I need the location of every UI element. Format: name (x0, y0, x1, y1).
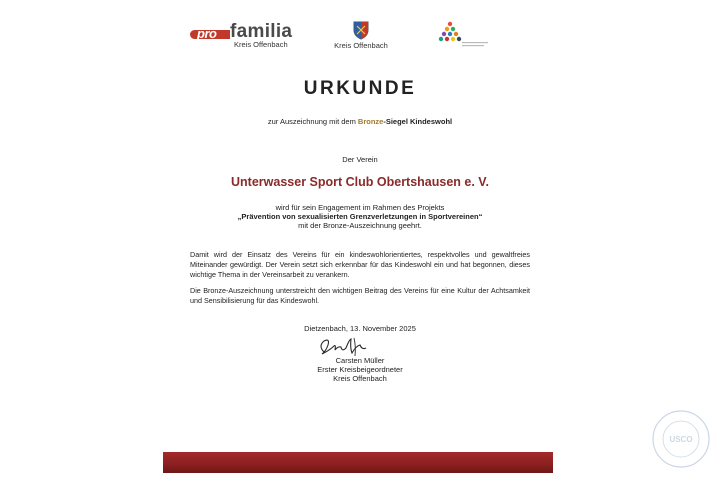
project-name: „Prävention von sexualisierten Grenzverletzungen in Sportvereinen“ (237, 212, 483, 221)
engagement-line: wird für sein Engagement im Rahmen des Projekts (275, 203, 445, 212)
award-line (0, 117, 720, 126)
kreis-offenbach-logo (330, 20, 392, 52)
award-bronze: Bronze (357, 117, 384, 126)
club-name: Unterwasser Sport Club Obertshausen e. V. (231, 175, 489, 189)
der-verein-label: Der Verein (342, 155, 378, 164)
signer-org: Kreis Offenbach (333, 374, 387, 383)
stamp-text: USCO (669, 435, 693, 444)
award-prefix: zur Auszeichnung mit dem (267, 117, 358, 126)
pro-logo-pro-text: pro (197, 26, 217, 41)
place-date: Dietzenbach, 13. November 2025 (304, 324, 416, 333)
signer-title: Erster Kreisbeigeordneter (317, 365, 403, 374)
pro-familia-logo (190, 23, 300, 49)
pro-logo-familia-text: familia (230, 21, 293, 42)
usco-stamp-watermark (650, 408, 712, 470)
partner-logo (438, 20, 498, 52)
honored-line: mit der Bronze-Auszeichnung geehrt. (298, 221, 422, 230)
footer-bar (163, 452, 553, 473)
paragraph-recognition: Damit wird der Einsatz des Vereins für ein kindeswohlorientiertes, respektvolles und gewaltfreies Miteinander gewürdigt. Der Verein setzt sich erkennbar für das Kindeswohl ein und hat begonnen, dieses wichtige Thema in der Vereinsarbeit zu verankern. (190, 250, 530, 279)
signer-name: Carsten Müller (335, 356, 385, 365)
kreis-logo-text: Kreis Offenbach (334, 41, 388, 50)
award-suffix: -Siegel Kindeswohl (383, 117, 453, 126)
dots-pyramid-icon (438, 20, 498, 52)
pro-logo-subtitle: Kreis Offenbach (234, 40, 288, 49)
certificate-title: URKUNDE (303, 78, 417, 99)
paragraph-culture: Die Bronze-Auszeichnung unterstreicht den wichtigen Beitrag des Vereins für eine Kultur der Achtsamkeit und Sensibilisierung für das Kindeswohl. (190, 286, 530, 305)
coat-of-arms-icon (352, 20, 370, 40)
